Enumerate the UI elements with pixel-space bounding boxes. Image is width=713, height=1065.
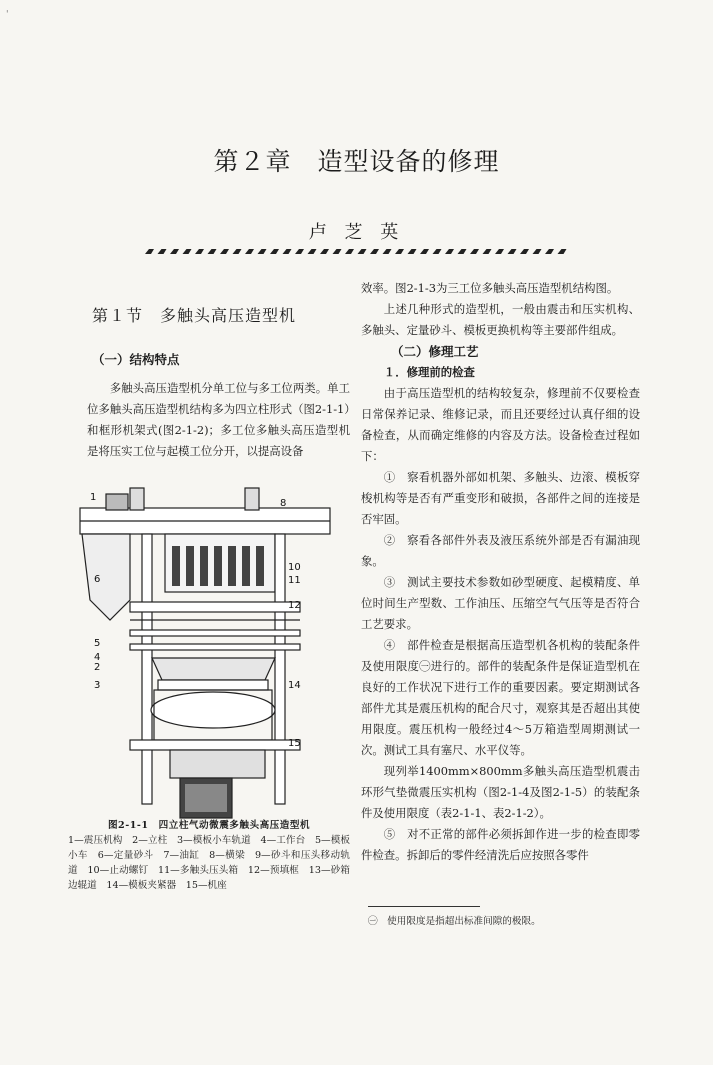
rule-mark (458, 249, 467, 254)
footnote: ㊀ 使用限度是指超出标准间隙的极限。 (368, 916, 541, 927)
item-inspection-title: １．修理前的检查 (383, 365, 475, 379)
figure-label: 11 (288, 575, 301, 586)
paragraph-components: 上述几种形式的造型机，一般由震击和压实机构、多触头、定量砂斗、模板更换机构等主要部件组成。 (361, 302, 640, 337)
contact-head (200, 546, 208, 586)
figure-label: 1 (90, 492, 97, 503)
rule-mark (183, 249, 192, 254)
contact-head (186, 546, 194, 586)
figure-label: 15 (288, 738, 301, 749)
rule-mark (433, 249, 442, 254)
rule-mark (445, 249, 454, 254)
decorative-rule (145, 246, 570, 258)
rule-mark (245, 249, 254, 254)
rule-mark (395, 249, 404, 254)
rule-mark (408, 249, 417, 254)
rule-mark (520, 249, 529, 254)
rule-mark (333, 249, 342, 254)
caption-title: 图2-1-1 四立柱气动微震多触头高压造型机 (107, 820, 311, 831)
paragraph-efficiency: 效率。图2-1-3为三工位多触头高压造型机结构图。 (361, 281, 619, 295)
contact-head (172, 546, 180, 586)
paragraph-step-3: ③ 测试主要技术参数如砂型硬度、起模精度、单位时间生产型数、工作油压、压缩空气气压等是否符合工艺要求。 (361, 575, 640, 631)
figure-label: 10 (288, 562, 301, 573)
figure-caption (68, 818, 350, 893)
rule-mark (495, 249, 504, 254)
rule-mark (558, 249, 567, 254)
footnote-divider (368, 906, 480, 907)
rule-mark (508, 249, 517, 254)
rule-mark (470, 249, 479, 254)
machine-figure (70, 480, 348, 820)
section-title: 第１节 多触头高压造型机 (92, 306, 297, 325)
rule-mark (358, 249, 367, 254)
figure-label: 8 (280, 498, 287, 509)
subsection-structure: （一）结构特点 (92, 352, 180, 367)
figure-label: 12 (288, 600, 301, 611)
rule-mark (320, 249, 329, 254)
chapter-title: 第２章 造型设备的修理 (213, 147, 500, 176)
rule-mark (345, 249, 354, 254)
rule-mark (483, 249, 492, 254)
figure-label: 5 (94, 638, 101, 649)
paragraph-step-1: ① 察看机器外部如机架、多触头、边滚、模板穿梭机构等是否有严重变形和破损，各部件之间的连接是否牢固。 (361, 470, 640, 526)
paragraph-step-2: ② 察看各部件外表及液压系统外部是否有漏油现象。 (361, 533, 640, 568)
figure-label: 14 (288, 680, 301, 691)
rule-mark (158, 249, 167, 254)
rule-mark (533, 249, 542, 254)
caption-legend: 1—震压机构 2—立柱 3—模板小车轨道 4—工作台 5—模板小车 6—定量砂斗 7—油缸 8—横梁 9—砂斗和压头移动轨道 10—止动螺钉 11—多触头压头箱 12—预填框 13—砂箱边辊道 14—模板夹紧器 15—机座 (68, 835, 350, 891)
paragraph-example: 现列举1400mm×800mm多触头高压造型机震击环形气垫微震压实机构（图2-1-4及图2-1-5）的装配条件及使用限度（表2-1-1、表2-1-2）。 (361, 764, 640, 820)
contact-head (256, 546, 264, 586)
rule-mark (370, 249, 379, 254)
contact-head (214, 546, 222, 586)
rule-mark (283, 249, 292, 254)
paragraph-step-5: ⑤ 对不正常的部件必须拆卸作进一步的检查即零件检查。拆卸后的零件经清洗后应按照各零件 (361, 827, 640, 862)
subsection-repair: （二）修理工艺 (391, 344, 479, 359)
rule-mark (170, 249, 179, 254)
rule-mark (145, 249, 154, 254)
rule-mark (420, 249, 429, 254)
figure-label: 4 (94, 652, 101, 663)
rule-mark (208, 249, 217, 254)
rule-mark (545, 249, 554, 254)
rule-mark (258, 249, 267, 254)
rule-mark (233, 249, 242, 254)
rule-mark (295, 249, 304, 254)
figure-label: 2 (94, 662, 101, 673)
paragraph-step-4: ④ 部件检查是根据高压造型机各机构的装配条件及使用限度㊀进行的。部件的装配条件是保证造型机在良好的工作状况下进行工作的重要因素。要定期测试各部件尤其是震压机构的配合尺寸，观察其是否超出其使用限度。震压机构一般经过4～5万箱造型周期测试一次。测试工具有塞尺、水平仪等。 (361, 638, 640, 757)
rule-mark (383, 249, 392, 254)
rule-mark (270, 249, 279, 254)
paragraph-inspection: 由于高压造型机的结构较复杂，修理前不仅要检查日常保养记录、维修记录，而且还要经过认真仔细的设备检查，从而确定维修的内容及方法。设备检查过程如下： (361, 386, 640, 463)
figure-label: 3 (94, 680, 101, 691)
rule-mark (308, 249, 317, 254)
rule-mark (195, 249, 204, 254)
author-name: 卢 芝 英 (308, 222, 405, 243)
figure-label: 6 (94, 574, 101, 585)
right-column (361, 278, 640, 866)
corner-mark: ' (6, 10, 9, 20)
contact-head (242, 546, 250, 586)
left-paragraph: 多触头高压造型机分单工位与多工位两类。单工位多触头高压造型机结构多为四立柱形式（图2-1-1）和框形机架式(图2-1-2)；多工位多触头高压造型机是将压实工位与起模工位分开，以提高设备 (87, 381, 350, 458)
contact-head (228, 546, 236, 586)
left-column (87, 378, 350, 462)
rule-mark (220, 249, 229, 254)
